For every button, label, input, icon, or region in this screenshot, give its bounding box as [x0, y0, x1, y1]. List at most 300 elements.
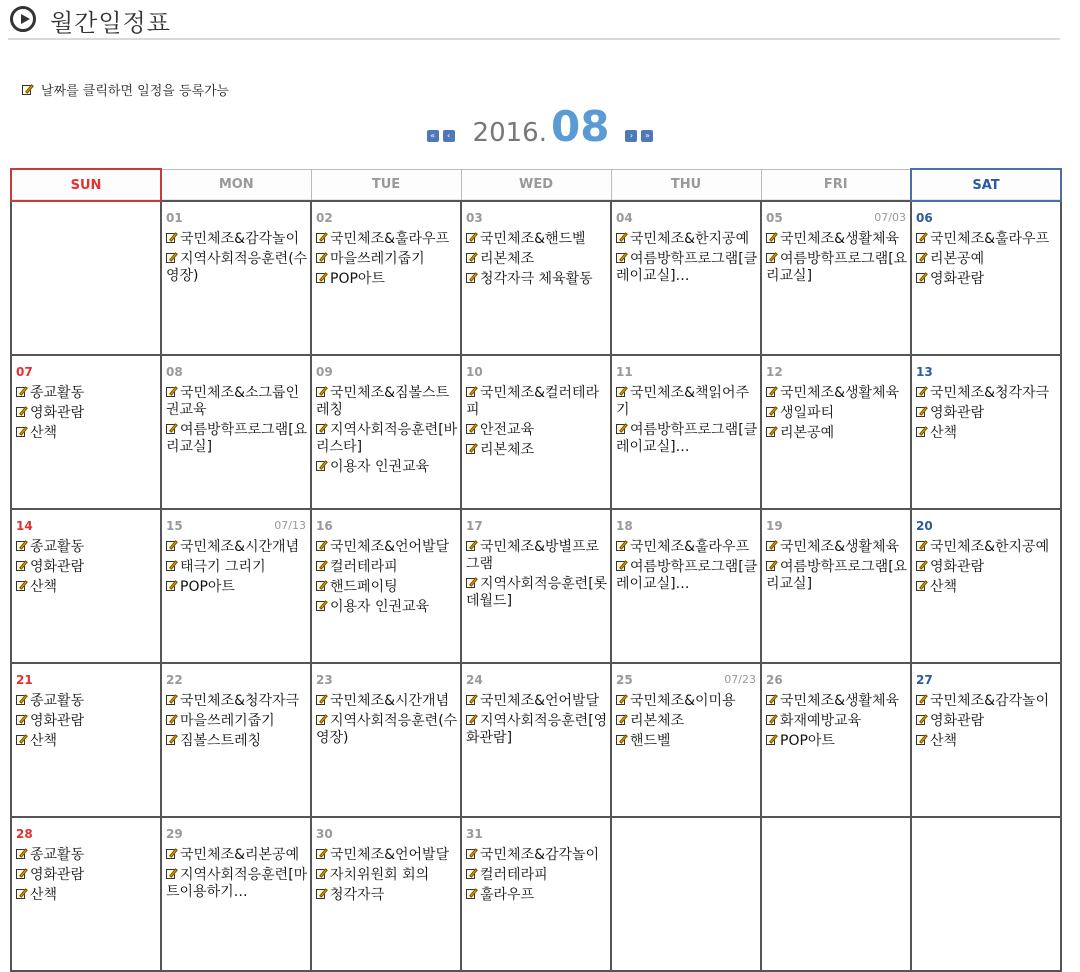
memo-icon	[916, 252, 929, 264]
memo-icon	[316, 848, 329, 860]
day-number[interactable]: 29	[166, 827, 183, 841]
event-item[interactable]	[616, 251, 758, 285]
memo-icon	[916, 714, 929, 726]
event-item[interactable]	[616, 385, 758, 419]
event-item[interactable]	[766, 425, 908, 442]
calendar-day-content	[912, 356, 1060, 502]
event-item[interactable]	[466, 539, 608, 573]
event-label: 짐볼스트레칭	[180, 733, 262, 749]
memo-icon	[916, 540, 929, 552]
memo-icon	[166, 560, 179, 572]
event-label: 국민체조&감각놀이	[180, 231, 300, 247]
event-item[interactable]	[166, 231, 308, 248]
memo-icon	[916, 560, 929, 572]
event-item[interactable]	[166, 867, 308, 901]
memo-icon	[16, 868, 29, 880]
event-item[interactable]	[16, 405, 158, 422]
memo-icon	[166, 232, 179, 244]
event-label: 영화관람	[30, 713, 85, 729]
event-item[interactable]	[316, 713, 458, 747]
calendar-day-cell[interactable]	[611, 355, 761, 509]
event-label: 산책	[930, 579, 958, 595]
day-number[interactable]: 22	[166, 673, 183, 687]
memo-icon	[166, 252, 179, 264]
event-label: 지역사회적응훈련(수영장)	[316, 713, 458, 746]
memo-icon	[166, 848, 179, 860]
calendar-week-row	[11, 355, 1061, 509]
day-number[interactable]: 09	[316, 365, 333, 379]
memo-icon	[316, 714, 329, 726]
calendar-day-cell[interactable]	[911, 663, 1061, 817]
event-label: 지역사회적응훈련[바리스타]	[316, 422, 458, 455]
event-label: 국민체조&생활체육	[780, 385, 900, 401]
calendar-day-content	[462, 356, 610, 502]
event-item[interactable]	[16, 847, 158, 864]
memo-icon	[166, 734, 179, 746]
calendar-day-cell[interactable]	[461, 663, 611, 817]
day-number[interactable]: 23	[316, 673, 333, 687]
day-number[interactable]: 15	[166, 519, 183, 533]
day-number[interactable]: 16	[316, 519, 333, 533]
calendar-day-content	[762, 818, 910, 964]
calendar-day-cell[interactable]	[11, 355, 161, 509]
event-item[interactable]	[316, 693, 458, 710]
event-item[interactable]	[766, 733, 908, 750]
event-label: 국민체조&언어발달	[330, 847, 450, 863]
event-label: POP아트	[780, 733, 835, 749]
memo-icon	[16, 560, 29, 572]
event-item[interactable]	[766, 713, 908, 730]
event-item[interactable]	[166, 693, 308, 710]
event-item[interactable]	[316, 847, 458, 864]
calendar-day-content	[912, 202, 1060, 348]
day-number[interactable]: 06	[916, 211, 933, 225]
memo-icon	[466, 868, 479, 880]
event-item[interactable]	[616, 422, 758, 456]
event-label: 여름방학프로그램[요리교실]	[766, 559, 908, 592]
calendar-day-content	[12, 356, 160, 502]
event-item[interactable]	[166, 847, 308, 864]
memo-icon	[916, 734, 929, 746]
event-label: 핸드벨	[630, 733, 671, 749]
event-item[interactable]	[166, 539, 308, 556]
calendar-day-content	[612, 202, 760, 348]
play-circle-icon	[10, 6, 36, 32]
day-number[interactable]: 12	[766, 365, 783, 379]
day-number[interactable]: 18	[616, 519, 633, 533]
event-label: 화재예방교육	[780, 713, 862, 729]
memo-icon	[766, 426, 779, 438]
calendar-day-content	[612, 356, 760, 502]
memo-icon	[766, 734, 779, 746]
memo-icon	[22, 84, 35, 96]
calendar-day-cell[interactable]	[311, 509, 461, 663]
calendar-day-cell[interactable]	[161, 355, 311, 509]
memo-icon	[766, 252, 779, 264]
day-number	[916, 824, 1058, 844]
calendar-day-cell[interactable]	[461, 355, 611, 509]
calendar-day-cell[interactable]	[461, 817, 611, 971]
event-item[interactable]	[316, 385, 458, 419]
event-label: 국민체조&컬러테라피	[466, 385, 600, 418]
event-label: 영화관람	[930, 405, 985, 421]
event-label: 영화관람	[30, 405, 85, 421]
memo-icon	[316, 540, 329, 552]
calendar-day-content	[162, 202, 310, 348]
event-item[interactable]	[916, 559, 1058, 576]
day-number[interactable]: 11	[616, 365, 633, 379]
day-number[interactable]: 17	[466, 519, 483, 533]
event-label: 마을쓰레기줍기	[330, 251, 425, 267]
memo-icon	[616, 714, 629, 726]
calendar-day-cell[interactable]	[161, 201, 311, 355]
weekday-fri: FRI	[761, 169, 911, 201]
day-number	[766, 824, 908, 844]
event-label: 국민체조&핸드벨	[480, 231, 586, 247]
day-number[interactable]: 30	[316, 827, 333, 841]
calendar-day-cell[interactable]	[461, 509, 611, 663]
memo-icon	[16, 694, 29, 706]
event-label: 영화관람	[930, 713, 985, 729]
event-item[interactable]	[166, 385, 308, 419]
calendar-day-cell[interactable]	[761, 509, 911, 663]
calendar-grid	[10, 168, 1062, 972]
memo-icon	[166, 868, 179, 880]
memo-icon	[316, 580, 329, 592]
calendar-day-content	[462, 510, 610, 656]
day-number[interactable]: 05	[766, 211, 783, 225]
calendar-day-content	[162, 356, 310, 502]
calendar-day-cell[interactable]	[761, 201, 911, 355]
memo-icon	[16, 734, 29, 746]
memo-icon	[16, 888, 29, 900]
event-item[interactable]	[916, 231, 1058, 248]
calendar-day-cell[interactable]	[311, 355, 461, 509]
calendar-day-content	[162, 664, 310, 810]
event-item[interactable]	[466, 231, 608, 248]
event-label: 종교활동	[30, 847, 85, 863]
event-label: 청각자극	[330, 887, 385, 903]
calendar-day-content	[312, 356, 460, 502]
calendar-day-cell[interactable]	[311, 201, 461, 355]
prev-month-icon[interactable]: ‹	[443, 130, 455, 142]
event-item[interactable]	[766, 405, 908, 422]
day-number[interactable]: 21	[16, 673, 33, 687]
memo-icon	[616, 386, 629, 398]
event-label: 국민체조&훌라우프	[930, 231, 1050, 247]
event-item[interactable]	[466, 867, 608, 884]
memo-icon	[16, 406, 29, 418]
event-item[interactable]	[466, 442, 608, 459]
event-label: 국민체조&이미용	[630, 693, 736, 709]
calendar-day-cell[interactable]	[611, 201, 761, 355]
hint-label: 날짜를 클릭하면 일정을 등록가능	[41, 84, 230, 99]
event-label: 국민체조&생활체육	[780, 231, 900, 247]
calendar-day-content	[762, 356, 910, 502]
memo-icon	[166, 423, 179, 435]
event-item[interactable]	[616, 693, 758, 710]
event-item[interactable]	[316, 887, 458, 904]
event-label: 국민체조&리본공예	[180, 847, 300, 863]
event-item[interactable]	[916, 251, 1058, 268]
calendar-day-cell[interactable]	[161, 817, 311, 971]
calendar-day-cell[interactable]	[761, 355, 911, 509]
event-item[interactable]	[766, 385, 908, 402]
event-item[interactable]	[766, 251, 908, 285]
event-item[interactable]	[916, 693, 1058, 710]
event-label: 컬러테라피	[480, 867, 548, 883]
memo-icon	[766, 714, 779, 726]
event-item[interactable]	[466, 251, 608, 268]
memo-icon	[916, 406, 929, 418]
event-label: 태극기 그리기	[180, 559, 266, 575]
calendar-day-cell[interactable]	[311, 817, 461, 971]
event-item[interactable]	[916, 271, 1058, 288]
event-item[interactable]	[16, 693, 158, 710]
event-label: 영화관람	[930, 271, 985, 287]
calendar-day-cell[interactable]	[911, 509, 1061, 663]
event-label: 국민체조&책읽어주기	[616, 385, 750, 418]
event-item[interactable]	[166, 422, 308, 456]
memo-icon	[766, 406, 779, 418]
event-item[interactable]	[466, 422, 608, 439]
event-item[interactable]	[766, 559, 908, 593]
day-number[interactable]: 01	[166, 211, 183, 225]
event-item[interactable]	[916, 425, 1058, 442]
calendar-day-cell[interactable]	[11, 509, 161, 663]
event-item[interactable]	[916, 733, 1058, 750]
event-item[interactable]	[316, 559, 458, 576]
event-label: 영화관람	[30, 559, 85, 575]
calendar-day-content	[912, 818, 1060, 964]
calendar-day-content	[162, 510, 310, 656]
calendar-day-cell	[611, 817, 761, 971]
day-number[interactable]: 08	[166, 365, 183, 379]
event-label: 여름방학프로그램[클레이교실]…	[616, 251, 758, 284]
event-item[interactable]	[766, 231, 908, 248]
event-item[interactable]	[616, 231, 758, 248]
calendar-day-content	[612, 664, 760, 810]
event-label: 자치위원회 회의	[330, 867, 430, 883]
calendar-day-cell[interactable]	[611, 509, 761, 663]
event-item[interactable]	[166, 559, 308, 576]
event-item[interactable]	[316, 599, 458, 616]
memo-icon	[616, 540, 629, 552]
event-item[interactable]	[16, 887, 158, 904]
event-label: 컬러테라피	[330, 559, 398, 575]
lunar-date: 07/13	[274, 519, 306, 532]
calendar-day-cell[interactable]	[461, 201, 611, 355]
event-label: 종교활동	[30, 385, 85, 401]
calendar-day-cell[interactable]	[911, 201, 1061, 355]
event-item[interactable]	[466, 713, 608, 747]
hint-text	[22, 80, 229, 99]
event-item[interactable]	[166, 733, 308, 750]
day-number[interactable]: 31	[466, 827, 483, 841]
event-item[interactable]	[316, 271, 458, 288]
memo-icon	[166, 580, 179, 592]
event-item[interactable]	[616, 559, 758, 593]
event-label: 여름방학프로그램[요리교실]	[166, 422, 308, 455]
event-label: 국민체조&방별프로그램	[466, 539, 600, 572]
event-item[interactable]	[166, 579, 308, 596]
event-item[interactable]	[316, 251, 458, 268]
event-item[interactable]	[466, 693, 608, 710]
event-item[interactable]	[16, 539, 158, 556]
day-number[interactable]: 24	[466, 673, 483, 687]
calendar-day-cell[interactable]	[161, 509, 311, 663]
event-label: 청각자극 체육활동	[480, 271, 593, 287]
event-item[interactable]	[316, 579, 458, 596]
calendar-day-cell[interactable]	[911, 355, 1061, 509]
day-number[interactable]: 14	[16, 519, 33, 533]
event-item[interactable]	[616, 733, 758, 750]
memo-icon	[616, 734, 629, 746]
event-item[interactable]	[466, 847, 608, 864]
event-item[interactable]	[16, 713, 158, 730]
event-item[interactable]	[16, 425, 158, 442]
memo-icon	[466, 423, 479, 435]
event-item[interactable]	[16, 559, 158, 576]
memo-icon	[16, 714, 29, 726]
event-label: 여름방학프로그램[클레이교실]…	[616, 559, 758, 592]
event-label: POP아트	[330, 271, 385, 287]
event-item[interactable]	[16, 579, 158, 596]
memo-icon	[166, 386, 179, 398]
event-label: 리본체조	[630, 713, 685, 729]
calendar-day-content	[12, 202, 160, 348]
event-item[interactable]	[466, 887, 608, 904]
memo-icon	[916, 426, 929, 438]
event-label: 국민체조&시간개념	[180, 539, 300, 555]
memo-icon	[466, 848, 479, 860]
year-label: 2016.	[472, 118, 547, 148]
memo-icon	[766, 560, 779, 572]
event-item[interactable]	[616, 539, 758, 556]
event-item[interactable]	[166, 251, 308, 285]
event-label: 국민체조&짐볼스트레칭	[316, 385, 450, 418]
day-number[interactable]: 13	[916, 365, 933, 379]
memo-icon	[16, 386, 29, 398]
event-label: 산책	[30, 425, 58, 441]
event-item[interactable]	[466, 271, 608, 288]
memo-icon	[766, 540, 779, 552]
event-item[interactable]	[16, 733, 158, 750]
event-item[interactable]	[916, 713, 1058, 730]
memo-icon	[16, 580, 29, 592]
event-label: 이용자 인권교육	[330, 459, 430, 475]
next-year-icon[interactable]: »	[641, 130, 653, 142]
day-number	[616, 824, 758, 844]
calendar-day-content	[762, 664, 910, 810]
event-item[interactable]	[316, 539, 458, 556]
next-month-icon[interactable]: ›	[625, 130, 637, 142]
event-item[interactable]	[316, 422, 458, 456]
day-number[interactable]: 04	[616, 211, 633, 225]
memo-icon	[316, 888, 329, 900]
event-item[interactable]	[316, 231, 458, 248]
event-item[interactable]	[466, 385, 608, 419]
memo-icon	[16, 848, 29, 860]
event-item[interactable]	[916, 579, 1058, 596]
event-item[interactable]	[166, 713, 308, 730]
event-label: 지역사회적응훈련[마트이용하기…	[166, 867, 308, 900]
event-item[interactable]	[616, 713, 758, 730]
event-label: 리본공예	[930, 251, 985, 267]
event-label: 국민체조&한지공예	[630, 231, 750, 247]
day-number[interactable]: 27	[916, 673, 933, 687]
calendar-day-cell[interactable]	[11, 663, 161, 817]
event-item[interactable]	[466, 576, 608, 610]
event-label: 국민체조&훌라우프	[330, 231, 450, 247]
event-item[interactable]	[316, 867, 458, 884]
day-number[interactable]: 10	[466, 365, 483, 379]
event-label: 국민체조&시간개념	[330, 693, 450, 709]
day-number[interactable]: 28	[16, 827, 33, 841]
event-label: 국민체조&감각놀이	[930, 693, 1050, 709]
event-label: 마을쓰레기줍기	[180, 713, 275, 729]
event-item[interactable]	[916, 385, 1058, 402]
month-label: 08	[550, 102, 610, 151]
event-item[interactable]	[316, 459, 458, 476]
day-number[interactable]: 20	[916, 519, 933, 533]
memo-icon	[16, 540, 29, 552]
event-label: 훌라우프	[480, 887, 535, 903]
event-item[interactable]	[916, 539, 1058, 556]
memo-icon	[466, 888, 479, 900]
memo-icon	[466, 386, 479, 398]
calendar-day-content	[312, 818, 460, 964]
calendar-day-cell[interactable]	[311, 663, 461, 817]
memo-icon	[616, 252, 629, 264]
calendar-day-content	[912, 664, 1060, 810]
day-number[interactable]: 25	[616, 673, 633, 687]
day-number[interactable]: 07	[16, 365, 33, 379]
day-number[interactable]: 02	[316, 211, 333, 225]
event-label: 국민체조&생활체육	[780, 539, 900, 555]
event-item[interactable]	[766, 539, 908, 556]
memo-icon	[466, 714, 479, 726]
calendar-day-content	[612, 510, 760, 656]
event-item[interactable]	[16, 385, 158, 402]
event-item[interactable]	[16, 867, 158, 884]
event-label: 국민체조&언어발달	[330, 539, 450, 555]
day-number[interactable]: 03	[466, 211, 483, 225]
weekday-thu: THU	[611, 169, 761, 201]
calendar-week-row	[11, 817, 1061, 971]
calendar-day-cell[interactable]	[611, 663, 761, 817]
event-label: 생일파티	[780, 405, 835, 421]
day-number[interactable]: 19	[766, 519, 783, 533]
prev-year-icon[interactable]: «	[427, 130, 439, 142]
memo-icon	[316, 423, 329, 435]
event-label: 종교활동	[30, 693, 85, 709]
event-item[interactable]	[916, 405, 1058, 422]
day-number	[16, 208, 158, 228]
day-number[interactable]: 26	[766, 673, 783, 687]
event-label: 리본공예	[780, 425, 835, 441]
calendar-week-row	[11, 509, 1061, 663]
weekday-tue: TUE	[311, 169, 461, 201]
calendar-day-content	[462, 818, 610, 964]
calendar-day-cell	[761, 817, 911, 971]
calendar-day-cell[interactable]	[11, 817, 161, 971]
calendar-day-cell[interactable]	[161, 663, 311, 817]
calendar-day-cell[interactable]	[761, 663, 911, 817]
event-item[interactable]	[766, 693, 908, 710]
memo-icon	[466, 252, 479, 264]
calendar-day-content	[162, 818, 310, 964]
